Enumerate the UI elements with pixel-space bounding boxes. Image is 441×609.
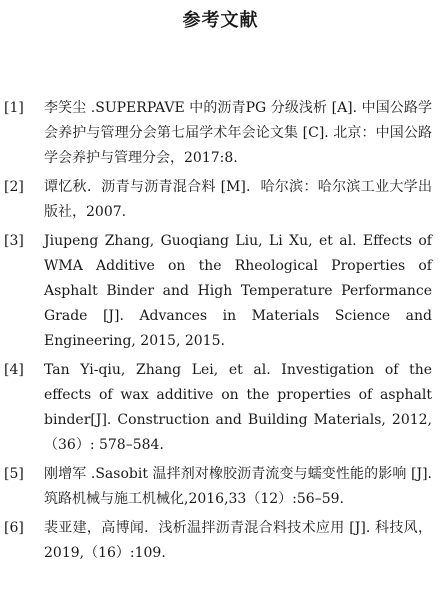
- reference-item: [4, 229, 432, 354]
- reference-number: [6]: [4, 520, 24, 536]
- reference-item: [4, 462, 432, 512]
- reference-number: [4]: [4, 362, 24, 378]
- reference-text: 刚增军 .Sasobit 温拌剂对橡胶沥青流变与蠕变性能的影响 [J]. 筑路机械与施工机械化,2016,33（12）:56–59.: [44, 466, 432, 507]
- reference-item: [4, 516, 432, 566]
- reference-item: [4, 96, 432, 171]
- reference-list: [4, 96, 432, 570]
- reference-number: [5]: [4, 466, 24, 482]
- reference-text: 裴亚建，高博闻．浅析温拌沥青混合料技术应用 [J]. 科技风，2019,（16）:109.: [44, 520, 432, 561]
- reference-text: 谭忆秋．沥青与沥青混合料 [M]．哈尔滨：哈尔滨工业大学出版社，2007.: [44, 179, 432, 220]
- reference-number: [3]: [4, 233, 24, 249]
- reference-text: Tan Yi-qiu, Zhang Lei, et al. Investigation of the effects of wax additive on the properties of asphalt binder[J]. Construction and Building Materials, 2012,（36）: 578–584.: [44, 362, 432, 453]
- references-heading: 参考文献: [182, 10, 259, 31]
- reference-item: [4, 358, 432, 458]
- reference-number: [2]: [4, 179, 24, 195]
- reference-item: [4, 175, 432, 225]
- reference-number: [1]: [4, 100, 24, 116]
- reference-text: Jiupeng Zhang, Guoqiang Liu, Li Xu, et al. Effects of WMA Additive on the Rheological Properties of Asphalt Binder and High Temperature Performance Grade [J]. Advances in Materials Science and Engineering, 2015, 2015.: [44, 233, 432, 349]
- reference-text: 李笑尘 .SUPERPAVE 中的沥青PG 分级浅析 [A]. 中国公路学会养护与管理分会第七届学术年会论文集 [C]. 北京：中国公路学会养护与管理分会，2017:8.: [44, 100, 432, 166]
